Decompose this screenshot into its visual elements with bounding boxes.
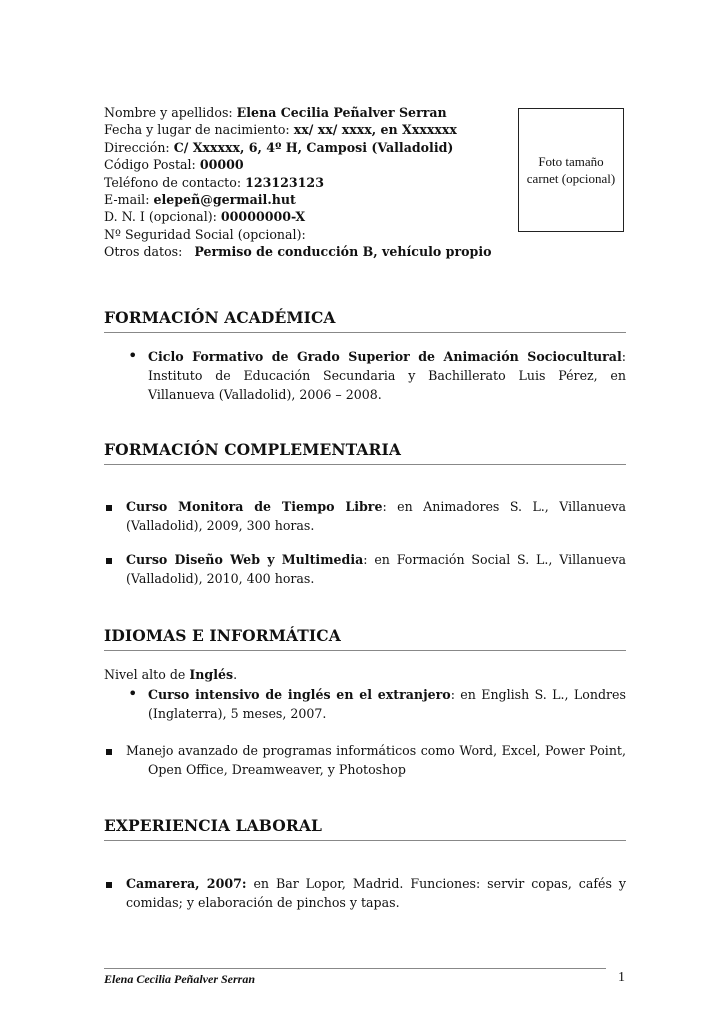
section-title-formacion-complementaria: FORMACIÓN COMPLEMENTARIA — [104, 440, 626, 465]
curso-diseno-title: Curso Diseño Web y Multimedia — [126, 552, 364, 567]
footer-name: Elena Cecilia Peñalver Serran — [104, 972, 255, 986]
formacion-complementaria-item-1 — [126, 497, 626, 535]
bullet-dot: • — [128, 346, 138, 365]
photo-placeholder — [518, 108, 624, 232]
experiencia-item — [126, 874, 626, 912]
postal-label: Código Postal: — [104, 157, 196, 173]
page-number: 1 — [618, 970, 625, 985]
dni-label: D. N. I (opcional): — [104, 209, 217, 225]
idiomas-software: Manejo avanzado de programas informáticos como Word, Excel, Power Point, Open Office, Dreamweaver, y Photoshop — [126, 743, 626, 777]
dni-value: 00000000-X — [220, 209, 306, 225]
name-value: Elena Cecilia Peñalver Serran — [236, 105, 447, 120]
section-title-idiomas: IDIOMAS E INFORMÁTICA — [104, 626, 626, 651]
address-value: C/ Xxxxxx, 6, 4º H, Camposi (Valladolid) — [173, 139, 454, 155]
photo-placeholder-text: Foto tamaño carnet (opcional) — [526, 154, 616, 186]
formacion-academica-item-title: Ciclo Formativo de Grado Superior de Animación Sociocultural — [148, 349, 622, 364]
name-line — [104, 104, 524, 121]
idiomas-course-title: Curso intensivo de inglés en el extranjero — [148, 687, 451, 702]
birth-label: Fecha y lugar de nacimiento: — [104, 122, 290, 138]
other-value: Permiso de conducción B, vehículo propio — [194, 244, 492, 260]
postal-value: 00000 — [199, 157, 244, 173]
ss-line — [104, 226, 524, 243]
postal-line — [104, 156, 524, 173]
idiomas-level-suffix: . — [233, 667, 238, 682]
experiencia-item-title: Camarera, 2007: — [126, 876, 247, 891]
section-title-experiencia: EXPERIENCIA LABORAL — [104, 816, 626, 841]
idiomas-level — [104, 665, 604, 684]
email-line — [104, 191, 524, 208]
curso-monitora-title: Curso Monitora de Tiempo Libre — [126, 499, 383, 514]
phone-label: Teléfono de contacto: — [104, 174, 242, 190]
birth-value: xx/ xx/ xxxx, en Xxxxxxx — [293, 122, 457, 138]
dni-line — [104, 208, 524, 225]
formacion-complementaria-item-2 — [126, 550, 626, 588]
phone-line — [104, 174, 524, 191]
phone-value: 123123123 — [245, 174, 324, 190]
experiencia-item-detail: en Bar Lopor, Madrid. Funciones: servir copas, cafés y comidas; y elaboración de pinchos y tapas. — [126, 876, 626, 910]
email-label: E-mail: — [104, 192, 150, 208]
idiomas-course — [148, 685, 626, 723]
formacion-academica-item — [148, 347, 626, 404]
formacion-academica-item-detail: : Instituto de Educación Secundaria y Bachillerato Luis Pérez, en Villanueva (Valladolid), 2006 – 2008. — [148, 349, 626, 402]
personal-data — [104, 104, 524, 261]
birth-line — [104, 121, 524, 138]
other-line — [104, 243, 524, 260]
email-value: elepeñ@germail.hut — [153, 192, 296, 208]
idiomas-level-language: Inglés — [189, 667, 234, 682]
ss-label: Nº Seguridad Social (opcional): — [104, 226, 306, 242]
bullet-square — [106, 505, 112, 511]
footer-divider — [104, 968, 606, 969]
curso-diseno-detail: : en Formación Social S. L., Villanueva (Valladolid), 2010, 400 horas. — [126, 552, 626, 586]
bullet-square — [106, 558, 112, 564]
curso-monitora-detail: : en Animadores S. L., Villanueva (Valladolid), 2009, 300 horas. — [126, 499, 627, 533]
bullet-dot: • — [128, 684, 138, 703]
name-label: Nombre y apellidos: — [104, 105, 233, 120]
other-label: Otros datos: — [104, 244, 183, 260]
address-label: Dirección: — [104, 139, 170, 155]
bullet-square — [106, 749, 112, 755]
section-title-formacion-academica: FORMACIÓN ACADÉMICA — [104, 308, 626, 333]
idiomas-level-prefix: Nivel alto de — [104, 667, 190, 682]
bullet-square — [106, 882, 112, 888]
idiomas-course-detail: : en English S. L., Londres (Inglaterra), 5 meses, 2007. — [148, 687, 626, 721]
address-line — [104, 139, 524, 156]
